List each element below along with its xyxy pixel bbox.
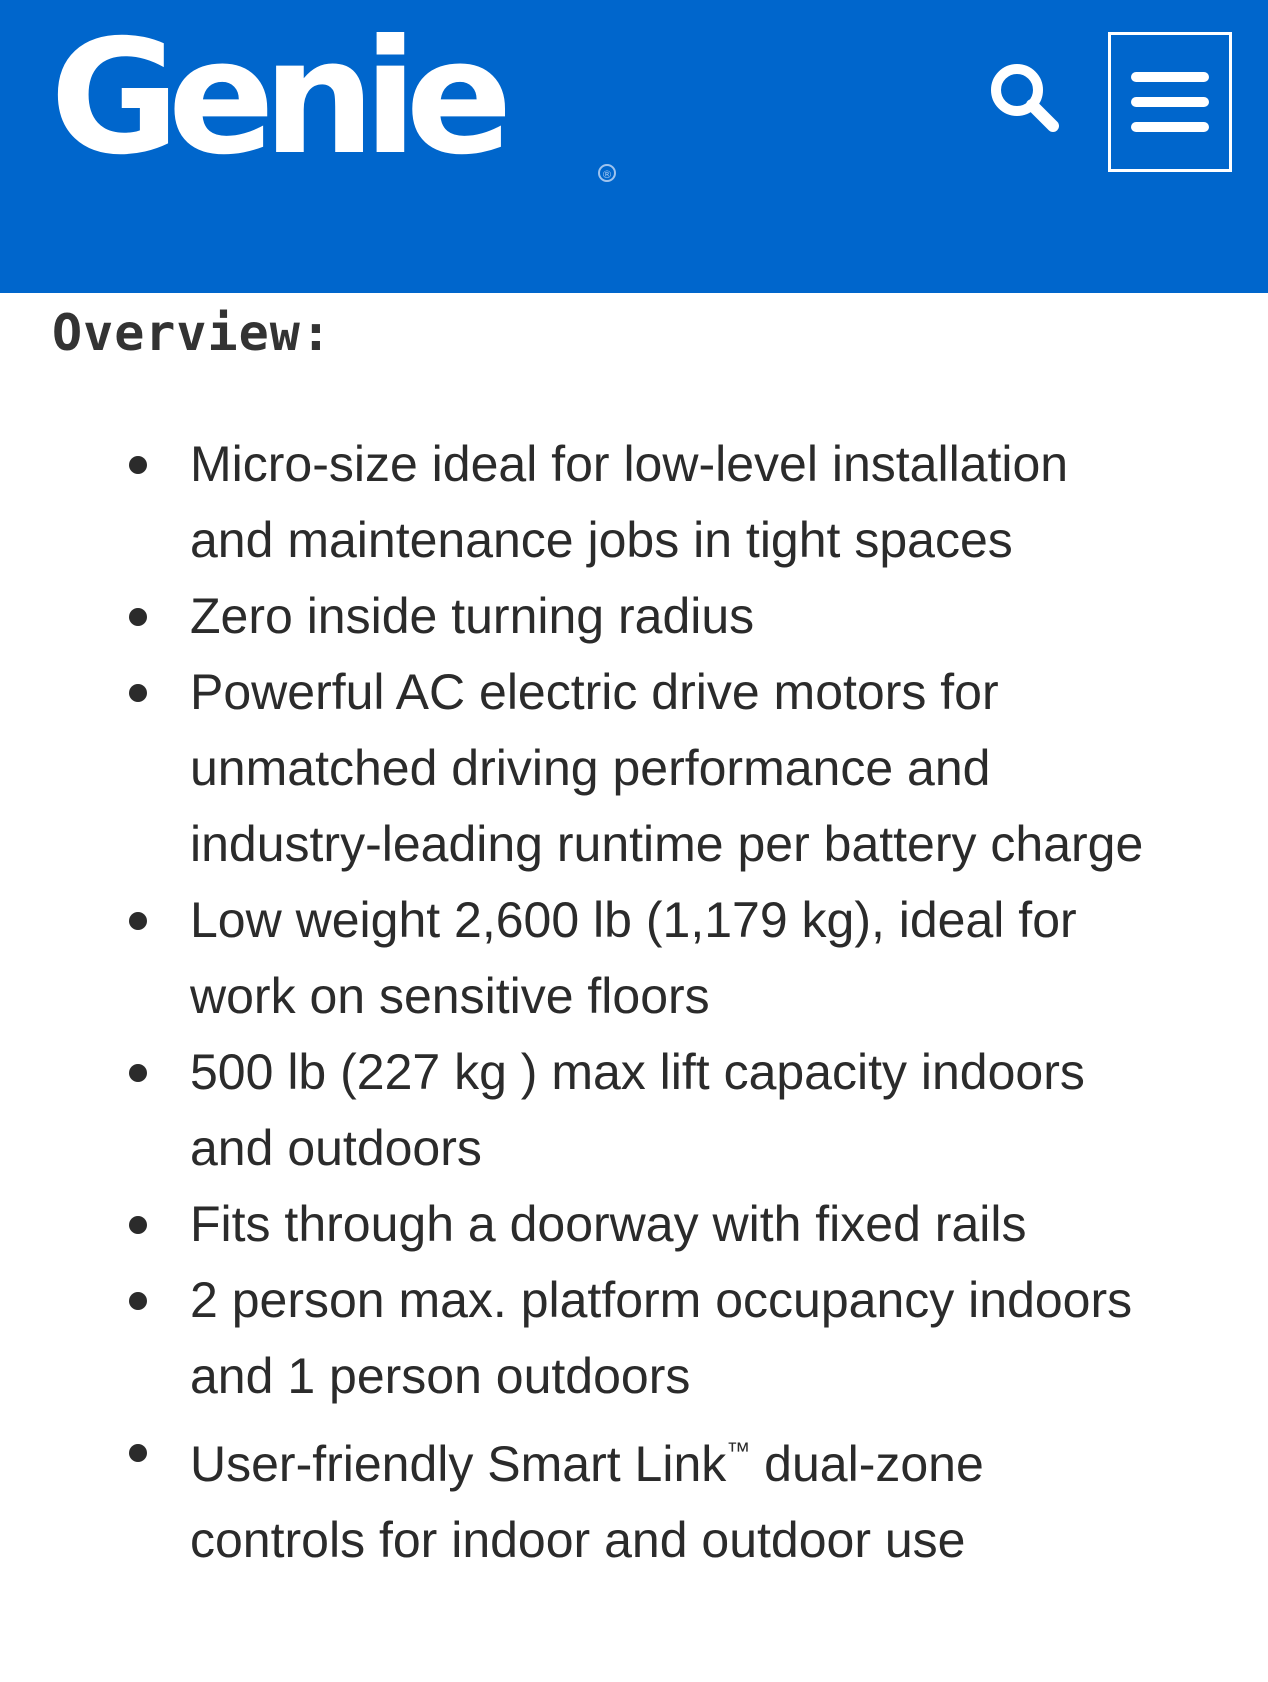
feature-text: 500 lb (227 kg ) max lift capacity indoors and outdoors: [190, 1044, 1085, 1176]
genie-logo[interactable]: [50, 6, 613, 190]
overview-section: [52, 300, 1252, 1578]
logo-wordmark: Genie: [50, 6, 501, 190]
bullet-icon: [129, 1444, 147, 1462]
feature-list: [52, 426, 1252, 1578]
feature-text: Micro-size ideal for low-level installation and maintenance jobs in tight spaces: [190, 436, 1069, 568]
feature-item: [52, 654, 1152, 882]
bullet-icon: [129, 684, 147, 702]
feature-item: [52, 1414, 1152, 1578]
feature-text: Zero inside turning radius: [190, 588, 755, 644]
menu-bar: [1131, 72, 1209, 82]
feature-item: [52, 1034, 1152, 1186]
bullet-icon: [129, 608, 147, 626]
feature-item: [52, 426, 1152, 578]
search-icon: [985, 58, 1065, 138]
overview-title: Overview:: [52, 304, 332, 362]
menu-bar: [1131, 97, 1209, 107]
search-button[interactable]: [985, 58, 1065, 138]
feature-text: Low weight 2,600 lb (1,179 kg), ideal for work on sensitive floors: [190, 892, 1077, 1024]
bullet-icon: [129, 1292, 147, 1310]
feature-item: [52, 578, 1152, 654]
feature-item: [52, 1186, 1152, 1262]
menu-button[interactable]: [1108, 32, 1232, 172]
bullet-icon: [129, 456, 147, 474]
trademark-symbol: ™: [726, 1438, 751, 1465]
feature-item: [52, 1262, 1152, 1414]
feature-text-start: User-friendly Smart Link: [190, 1436, 727, 1492]
feature-text: 2 person max. platform occupancy indoors and 1 person outdoors: [190, 1272, 1133, 1404]
feature-text: Powerful AC electric drive motors for unmatched driving performance and industry-leading runtime per battery charge: [190, 664, 1144, 872]
registered-mark: ®: [598, 164, 616, 182]
feature-item: [52, 882, 1152, 1034]
site-header: [0, 0, 1268, 293]
bullet-icon: [129, 912, 147, 930]
feature-text-end: dual-zone controls for indoor and outdoor use: [190, 1436, 984, 1568]
bullet-icon: [129, 1216, 147, 1234]
bullet-icon: [129, 1064, 147, 1082]
menu-bar: [1131, 122, 1209, 132]
feature-text: Fits through a doorway with fixed rails: [190, 1196, 1027, 1252]
